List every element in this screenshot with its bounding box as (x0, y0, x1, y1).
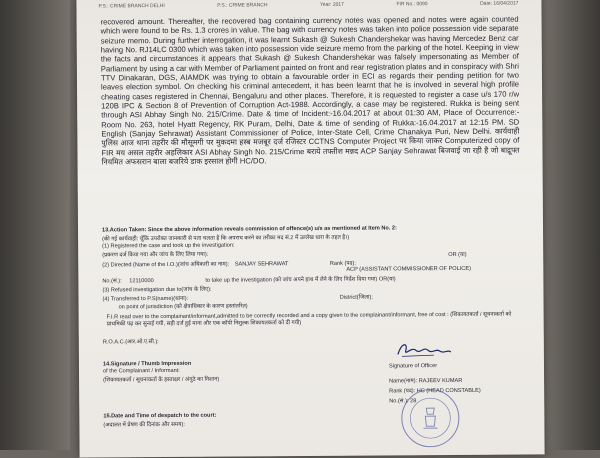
io-label: (2) Directed (Name of the I.O.)(जांच अधिकारी का नाम): (102, 261, 230, 269)
item15-title: 15.Date and Time of despatch to the court: (103, 412, 217, 420)
jurisdiction-text: on point of jurisdiction (को क्षेत्राधिकार के कारण हस्तांतरित) (118, 303, 248, 311)
item14-title: 14.Signature / Thumb Impression (102, 360, 192, 368)
item13-title-hindi: (की गई कार्यवाही: चूँकि उपरोक्त जानकारी से पता चलता है कि अपराध करने का तरीका मद सं.2 में उल्लेख धारा के तहत है।) (102, 234, 350, 243)
page-header (98, 1, 518, 10)
item13-or: OR (या) (448, 251, 467, 259)
officer-signature-label: Signature of Officer (388, 363, 438, 370)
take-up-text: to take up the investigation (को जांच अपने हाथ में लेने के लिए निर्देश दिया गया) OR(या) (205, 276, 396, 284)
officer-signature (394, 340, 454, 360)
header-year: Year: 2017 (319, 1, 344, 8)
fir-document-page (76, 0, 544, 458)
transfer-label: (4) Transferred to P.S(name)(थाना): (102, 295, 189, 303)
fir-read-over-text: F.I.R read over to the complainant/informant,admitted to be correctly recorded and a copy given to the complainant/informant, free of cost : (शिकायतकर्ता / सूचनाकर्ता को प्राथमिकी पढ़ कर सुनाई गयी, सही दर्ज हुई माना और एक कॉपी निशुल्क शिकायतकर्ता को दी गयी) (106, 311, 512, 328)
item13-option-1-hindi: (प्रकरण दर्ज किया गया और जांच के लिए लिया गया): (102, 251, 209, 259)
item13-option-2 (102, 259, 356, 269)
header-fir-no: FIR No.: 0090 (396, 1, 428, 8)
officer-rank-label: Rank (पद): (389, 388, 416, 395)
officer-no-value: 28 (410, 398, 417, 405)
police-station-seal (401, 389, 459, 447)
officer-name-row (389, 376, 462, 385)
item14-title-hindi: (शिकायतकर्ता / सूचनाकर्ता के हस्ताक्षर / अंगूठे का निशान) (103, 376, 220, 384)
roac-label: R.O.A.C.(आर.ओ.ए.सी.): (102, 339, 159, 346)
item13-title: 13.Action Taken: Since the above information reveals commission of offence(s) u/s as mentioned at Item No. 2: (102, 225, 397, 234)
io-no-value: 12110000 (129, 278, 154, 285)
header-date: Date: 16/04/2017 (480, 0, 519, 7)
background-left (0, 0, 70, 450)
background-right (540, 0, 600, 450)
complaint-paragraph: recovered amount. Thereafter, the recovered bag containing currency notes was opened and notes were again counted which were found to be Rs. 1.3 crores in value. The bag with currency notes was taken into police possession vide separate seizure memo. During further interrogation, it was learnt Sukash @ Sukesh Chandershekar was having Mercedez Benz car having No. RJ14LC 0300 which was taken into possession vide seizure memo from the parking of the hotel. Keeping in view the facts and circumstances it appears that Sukash @ Sukesh Chandershekar was falsely impersonating as Member of Parliament by using a car with Member of Parliament painted on front and rear registration plates and in conspiracy with Shri TTV Dinakaran, DGS, AIAMDK was trying to obtain a favourable order in ECI as regards their pending petition for two leaves election symbol. On checking his criminal antecedent, it has been learnt that he is involved in several high profile cheating cases registered in Chennai, Bengaluru and other places. Therefore, it is requested to register a case u/s 170 r/w 120B IPC & Section 8 of Prevention of Corruption Act-1988. Accordingly, a case may be registered. Rukka is being sent through ASI Abhay Singh No. 215/Crime. Date & time of Incident:-16.04.2017 at about 01:30 AM, Place of Occurrence:- Room No. 263, hotel Hyatt Regency, RK Puram, Delhi, Date & time of sending of Rukka:-16.04.2017 at 12:15 PM. SD English (Sanjay Sehrawat) Assistant Commissioner of Police, Inter-State Cell, Crime Chanakya Puri, New Delhi. कार्यवाही पुलिस आज थाना तहरीर की मौसूमगी पर मुकदमा हस्ब मजबूर दर्ज रजिस्टर CCTNS Computer Project पर किया जाकर Computerized copy of FIR मय असल तहरीर अहलिकार ASI Abhay Singh No. 215/Crime बराये तफ्तीश मन्नद ACP Sanjay Sehrawat बिजवाई जा रही है जो बाद्रूफ्त नियमित अफसरान बाला बजरिये डाक इरसाल होगी HC/DO. (100, 14, 520, 167)
seal-emblem-icon (402, 390, 458, 446)
district-label: District(जिला): (339, 294, 373, 301)
item14-title-2: of the Complainant / Informant: (102, 367, 180, 375)
complaint-body (101, 15, 520, 167)
header-ps-left: P.S.: CRIME BRANCH DELHI (98, 3, 165, 10)
io-name: SANJAY SEHRAWAT (234, 261, 289, 268)
io-rank-value: ACP (ASSISTANT COMMISSIONER OF POLICE) (346, 265, 471, 273)
item13-option-1: (1) Registered the case and took up the investigation: (102, 242, 235, 250)
officer-no-label: No.(सं.): (389, 398, 409, 405)
io-number-row (102, 274, 395, 284)
item15-title-hindi: (अदालत में प्रेषण की दिनांक और समय): (103, 421, 185, 429)
io-no-label: No.(सं.): (102, 278, 122, 285)
officer-name-label: Name(नाम): (389, 378, 418, 385)
item13-option-3: (3) Refused investigation due to(जांच के लिए): (102, 286, 212, 294)
officer-name-value: RAJEEV KUMAR (418, 377, 463, 385)
io-rank-label: Rank (पद): (329, 260, 356, 267)
officer-rank-value: HC (HEAD CONSTABLE) (416, 387, 481, 395)
header-ps: P.S.: CRIME BRANCH (217, 2, 268, 9)
